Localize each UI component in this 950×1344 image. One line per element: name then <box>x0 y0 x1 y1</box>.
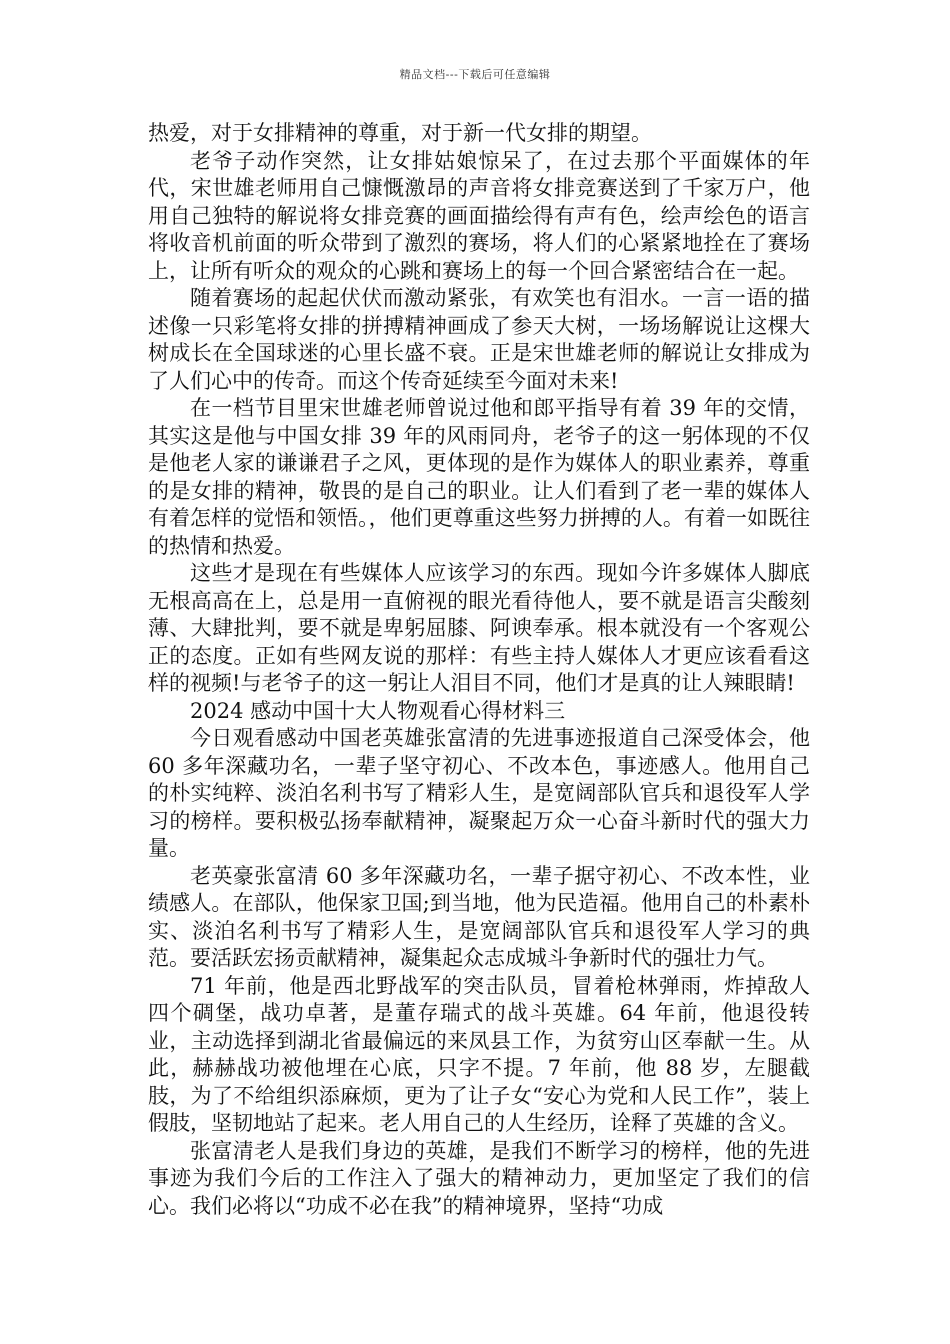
paragraph: 71 年前，他是西北野战军的突击队员，冒着枪林弹雨，炸掉敌人四个碉堡，战功卓著，是董存瑞式的战斗英雄。64 年前，他退役转业，主动选择到湖北省最偏远的来凤县工作，为贫穷山区奉献一生。从此，赫赫战功被他埋在心底，只字不提。7 年前，他 88 岁，左腿截肢，为了不给组织添麻烦，更为了让子女“安心为党和人民工作”，装上假肢，坚韧地站了起来。老人用自己的人生经历，诠释了英雄的含义。 <box>148 973 810 1135</box>
section-heading: 2024 感动中国十大人物观看心得材料三 <box>190 698 566 723</box>
document-body <box>148 120 810 1220</box>
paragraph: 张富清老人是我们身边的英雄，是我们不断学习的榜样，他的先进事迹为我们今后的工作注入了强大的精神动力，更加坚定了我们的信心。我们必将以“功成不必在我”的精神境界，坚持“功成 <box>148 1138 810 1218</box>
paragraph: 随着赛场的起起伏伏而激动紧张，有欢笑也有泪水。一言一语的描述像一只彩笔将女排的拼搏精神画成了参天大树，一场场解说让这棵大树成长在全国球迷的心里长盛不衰。正是宋世雄老师的解说让女排成为了人们心中的传奇。而这个传奇延续至今面对未来! <box>148 286 810 393</box>
paragraph: 在一档节目里宋世雄老师曾说过他和郎平指导有着 39 年的交情，其实这是他与中国女排 39 年的风雨同舟，老爷子的这一躬体现的不仅是他老人家的谦谦君子之风，更体现的是作为媒体人的职业素养，尊重的是女排的精神，敬畏的是自己的职业。让人们看到了老一辈的媒体人有着怎样的觉悟和领悟。，他们更尊重这些努力拼搏的人。有着一如既往的热情和热爱。 <box>148 396 810 558</box>
paragraph: 老爷子动作突然，让女排姑娘惊呆了，在过去那个平面媒体的年代，宋世雄老师用自己慷慨激昂的声音将女排竞赛送到了千家万户，他用自己独特的解说将女排竞赛的画面描绘得有声有色，绘声绘色的语言将收音机前面的听众带到了激烈的赛场，将人们的心紧紧地拴在了赛场上，让所有听众的观众的心跳和赛场上的每一个回合紧密结合在一起。 <box>148 148 810 283</box>
page-header: 精品文档---下载后可任意编辑 <box>399 68 551 81</box>
paragraph: 老英豪张富清 60 多年深藏功名，一辈子据守初心、不改本性，业绩感人。在部队，他保家卫国;到当地，他为民造福。他用自己的朴素朴实、淡泊名利书写了精彩人生，是宽阔部队官兵和退役军人学习的典范。要活跃宏扬贡献精神，凝集起众志成城斗争新时代的强壮力气。 <box>148 863 810 970</box>
paragraph: 今日观看感动中国老英雄张富清的先进事迹报道自己深受体会，他 60 多年深藏功名，一辈子坚守初心、不改本色，事迹感人。他用自己的朴实纯粹、淡泊名利书写了精彩人生，是宽阔部队官兵和退役军人学习的榜样。要积极弘扬奉献精神，凝聚起万众一心奋斗新时代的强大力量。 <box>148 726 810 860</box>
paragraph-continuation: 热爱，对于女排精神的尊重，对于新一代女排的期望。 <box>148 121 652 145</box>
paragraph: 这些才是现在有些媒体人应该学习的东西。现如今许多媒体人脚底无根高高在上，总是用一直俯视的眼光看待他人，要不就是语言尖酸刻薄、大肆批判，要不就是卑躬屈膝、阿谀奉承。根本就没有一个客观公正的态度。正如有些网友说的那样：有些主持人媒体人才更应该看看这样的视频!与老爷子的这一躬让人泪目不同，他们才是真的让人辣眼睛! <box>148 561 810 695</box>
